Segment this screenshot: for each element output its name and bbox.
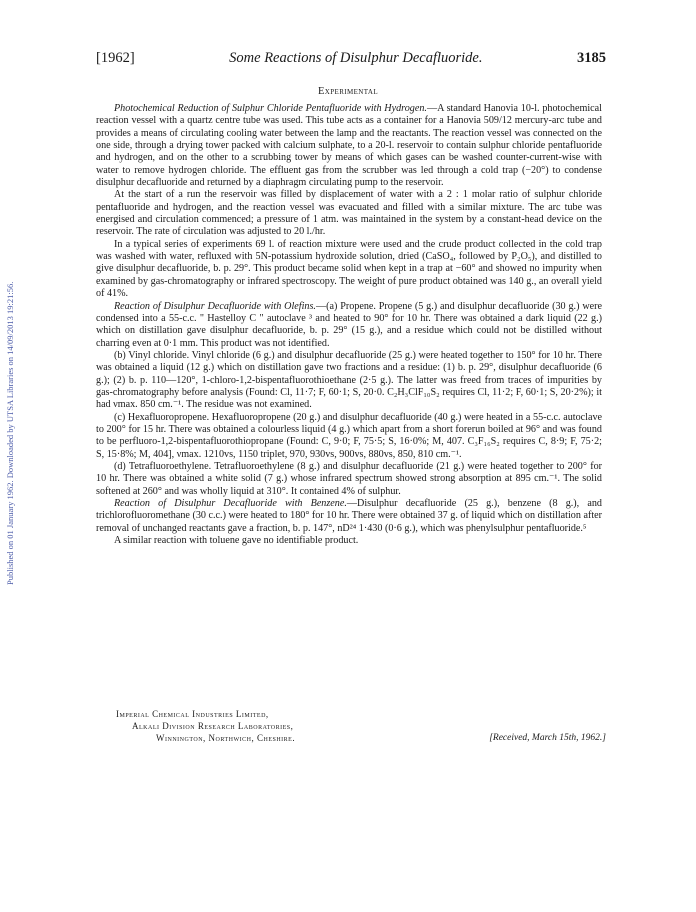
affiliation-line: Alkali Division Research Laboratories,	[132, 721, 294, 731]
paragraph	[96, 498, 602, 535]
paragraph-text: —(a) Propene. Propene (5 g.) and disulphur decafluoride (30 g.) were condensed into a 55-c.c. " Hastelloy C " autoclave ³ and heated to 90° for 10 hr. There was obtained a dark liquid (22 g.) which on distillation gave disulphur decafluoride, b. p. 29° (15 g.), and a residue which could not be distilled without charring even at 0·1 mm. This product was not identified.	[96, 300, 602, 349]
affiliation-line: Winnington, Northwich, Cheshire.	[156, 733, 296, 743]
section-heading: Experimental	[317, 86, 379, 97]
paragraph-text: (b) Vinyl chloride. Vinyl chloride (6 g.) and disulphur decafluoride (25 g.) were heated together to 150° for 10 hr. There was obtained a liquid (12 g.) which on distillation gave two fractions and a residue: (1) b. p. 29°, disulphur decafluoride (6 g.); (2) b. p. 110—120°, 1-chloro-1,2-bispentafluorothioethane (2·5 g.). The latter was freed from traces of impurities by gas-chromatography before analysis (Found: Cl, 11·7; F, 60·1; S, 20·0. C₂H₃ClF₁₀S₂ requires Cl, 11·2; F, 60·1; S, 20·2%); it had νmax. 850 cm.⁻¹. The residue was not examined.	[96, 349, 602, 411]
paragraph-text: At the start of a run the reservoir was filled by displacement of water with a 2 : 1 molar ratio of sulphur chloride pentafluoride and hydrogen, and the reaction vessel was evacuated and filled with a similar mixture. The arc tube was energised and circulation commenced; a pressure of 1 atm. was maintained in the system by a constant-head device on the reservoir. The rate of circulation was adjusted to 20 l./hr.	[96, 189, 602, 238]
paragraph	[96, 350, 602, 412]
affiliation-block	[96, 708, 606, 744]
paragraph	[96, 189, 602, 238]
paragraph-text: A similar reaction with toluene gave no identifiable product.	[114, 535, 359, 547]
paragraph	[96, 412, 602, 461]
download-watermark: Published on 01 January 1962. Downloaded by UTSA Libraries on 14/09/2013 19:21:56.	[5, 281, 15, 585]
page-number: 3185	[576, 50, 606, 66]
paragraph-text: —Disulphur decafluoride (25 g.), benzene (8 g.), and trichlorofluoromethane (30 c.c.) were heated to 180° for 10 hr. There were obtained 37 g. of liquid which on distillation after removal of unchanged reactants gave a fraction, b. p. 147°, nD²⁴ 1·430 (0·6 g.), which was phenylsulphur pentafluoride.⁵	[96, 498, 602, 534]
paragraph-text: (d) Tetrafluoroethylene. Tetrafluoroethylene (8 g.) and disulphur decafluoride (21 g.) were heated together to 200° for 10 hr. There was obtained a white solid (7 g.) whose infrared spectrum showed strong absorption at 895 cm.⁻¹. The solid softened at 260° and was wholly liquid at 310°. It contained 4% of sulphur.	[96, 460, 602, 497]
running-header	[96, 50, 606, 67]
running-title: Some Reactions of Disulphur Decafluoride.	[229, 50, 483, 66]
paragraph-text: (c) Hexafluoropropene. Hexafluoropropene (20 g.) and disulphur decafluoride (40 g.) were heated in a 55-c.c. autoclave to 200° for 15 hr. There was obtained a colourless liquid (4 g.) which apart from a short forerun boiled at 96° and was found to be perfluoro-1,2-bispentafluorothiopropane (Found: C, 9·0; F, 75·5; S, 16·0%; M, 407. C₃F₁₆S₂ requires C, 8·9; F, 75·2; S, 15·8%; M, 404], νmax. 1210vs, 1150 triplet, 970, 930vs, 900vs, 880vs, 850, 810 cm.⁻¹.	[96, 411, 602, 460]
paragraph-lead: Reaction of Disulphur Decafluoride with Benzene.	[114, 498, 347, 509]
article-body	[96, 103, 602, 547]
paragraph-text: —A standard Hanovia 10-l. photochemical reaction vessel with a quartz centre tube was used. This tube acts as a container for a Hanovia 509/12 mercury-arc tube and provides a means of circulating cooling water between the lamp and the reactants. The reaction vessel was connected on the one side, through a drying tower packed with calcium sulphate, to a 20-l. reservoir to contain sulphur chloride pentafluoride and hydrogen, and on the other to a scrubbing tower by means of which gases can be washed counter-current-wise with water to remove hydrogen chloride. The effluent gas from the scrubber was led through a cold trap (−20°) to condense disulphur decafluoride and returned by a diaphragm circulating pump to the reservoir.	[96, 103, 602, 189]
paragraph	[96, 239, 602, 301]
paragraph-lead: Reaction of Disulphur Decafluoride with Olefins.	[114, 300, 316, 312]
paragraph	[96, 103, 602, 189]
paragraph	[96, 301, 602, 350]
paragraph	[96, 535, 602, 547]
paragraph	[96, 461, 602, 498]
paragraph-text: In a typical series of experiments 69 l. of reaction mixture were used and the crude product collected in the cold trap was washed with water, refluxed with 5N-potassium hydroxide solution, dried (CaSO₄, followed by P₂O₅), and distilled to give disulphur decafluoride, b. p. 29°. This product became solid when kept in a trap at −60° and showed no impurity when examined by gas-chromatography or infrared spectroscopy. The weight of pure product obtained was 140 g., an overall yield of 41%.	[96, 238, 602, 300]
received-date: [Received, March 15th, 1962.]	[489, 733, 606, 743]
affiliation-line: Imperial Chemical Industries Limited,	[116, 709, 269, 719]
journal-year: [1962]	[96, 50, 135, 66]
paragraph-lead: Photochemical Reduction of Sulphur Chloride Pentafluoride with Hydrogen.	[114, 103, 427, 114]
